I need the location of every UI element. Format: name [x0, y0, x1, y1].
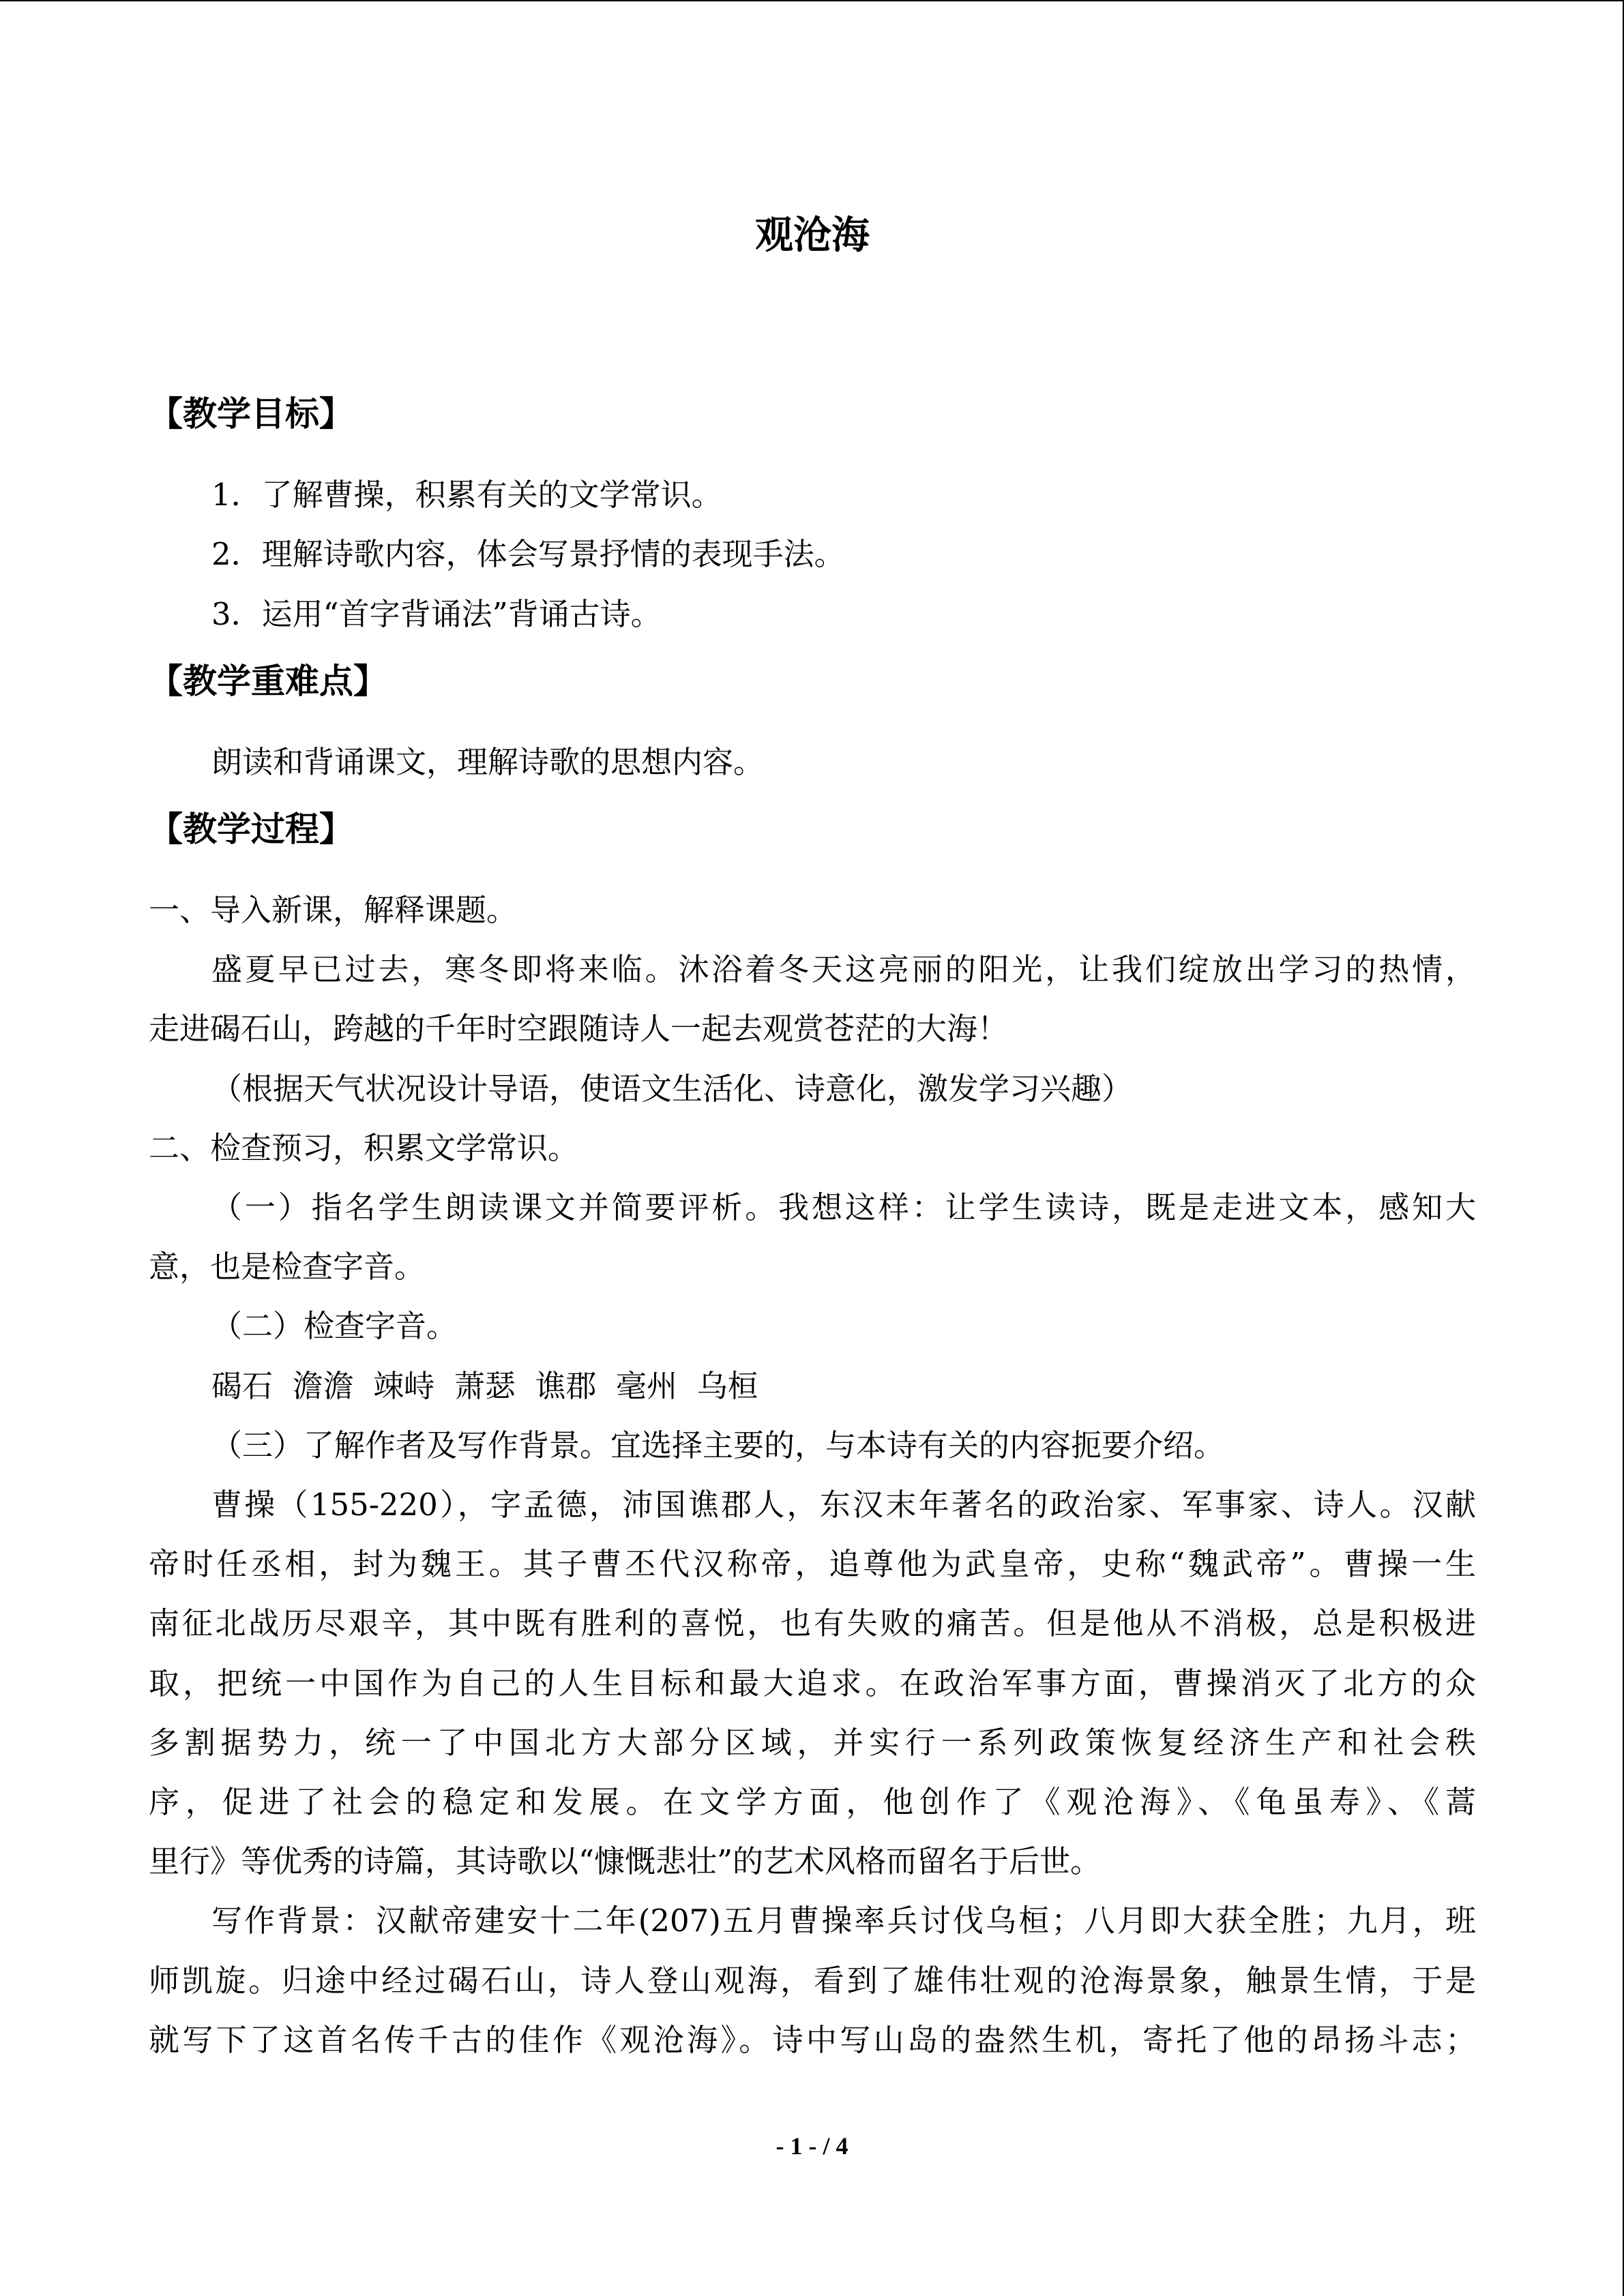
paragraph-line: 师凯旋。归途中经过碣石山，诗人登山观海，看到了雄伟壮观的沧海景象，触景生情，于是	[149, 1963, 1476, 1999]
paragraph-line: （一）指名学生朗读课文并简要评析。我想这样：让学生读诗，既是走进文本，感知大	[211, 1189, 1476, 1225]
paragraph-line: 多割据势力，统一了中国北方大部分区域，并实行一系列政策恢复经济生产和社会秩	[149, 1725, 1476, 1761]
objective-item: 1．了解曹操，积累有关的文学常识。	[211, 477, 722, 513]
paragraph-line: 写作背景：汉献帝建安十二年(207)五月曹操率兵讨伐乌桓；八月即大获全胜；九月，班	[211, 1903, 1476, 1939]
paragraph-line: 曹操（155-220），字孟德，沛国谯郡人，东汉末年著名的政治家、军事家、诗人。汉献	[211, 1487, 1476, 1523]
document-title: 观沧海	[755, 213, 870, 258]
paragraph-line: 序，促进了社会的稳定和发展。在文学方面，他创作了《观沧海》、《龟虽寿》、《蒿	[149, 1784, 1476, 1820]
key-points-text: 朗读和背诵课文，理解诗歌的思想内容。	[211, 744, 765, 780]
objectives-heading: 【教学目标】	[149, 393, 353, 434]
section-heading-line: 二、检查预习，积累文学常识。	[149, 1130, 579, 1166]
paragraph-line: （根据天气状况设计导语，使语文生活化、诗意化，激发学习兴趣）	[211, 1071, 1133, 1107]
paragraph-line: 盛夏早已过去，寒冬即将来临。沐浴着冬天这亮丽的阳光，让我们绽放出学习的热情，	[211, 951, 1476, 987]
paragraph-line: （二）检查字音。	[211, 1308, 458, 1344]
objective-item: 2．理解诗歌内容，体会写景抒情的表现手法。	[211, 536, 845, 572]
paragraph-line: 帝时任丞相，封为魏王。其子曹丕代汉称帝，追尊他为武皇帝，史称“魏武帝”。曹操一生	[149, 1546, 1476, 1582]
paragraph-line: （三）了解作者及写作背景。宜选择主要的，与本诗有关的内容扼要介绍。	[211, 1427, 1225, 1463]
paragraph-line: 取，把统一中国作为自己的人生目标和最大追求。在政治军事方面，曹操消灭了北方的众	[149, 1665, 1476, 1701]
paragraph-line: 意，也是检查字音。	[149, 1249, 426, 1285]
key-points-heading: 【教学重难点】	[149, 661, 387, 701]
paragraph-line: 走进碣石山，跨越的千年时空跟随诗人一起去观赏苍茫的大海！	[149, 1011, 1009, 1047]
objective-item: 3．运用“首字背诵法”背诵古诗。	[211, 596, 662, 632]
paragraph-line: 里行》等优秀的诗篇，其诗歌以“慷慨悲壮”的艺术风格而留名于后世。	[149, 1843, 1102, 1879]
process-heading: 【教学过程】	[149, 809, 353, 849]
paragraph-line: 就写下了这首名传千古的佳作《观沧海》。诗中写山岛的盎然生机，寄托了他的昂扬斗志；	[149, 2022, 1476, 2058]
section-heading-line: 一、导入新课，解释课题。	[149, 892, 518, 928]
vocabulary-line: 碣石 澹澹 竦峙 萧瑟 谯郡 毫州 乌桓	[211, 1368, 758, 1404]
page-number: - 1 - / 4	[776, 2132, 848, 2160]
paragraph-line: 南征北战历尽艰辛，其中既有胜利的喜悦，也有失败的痛苦。但是他从不消极，总是积极进	[149, 1605, 1476, 1641]
